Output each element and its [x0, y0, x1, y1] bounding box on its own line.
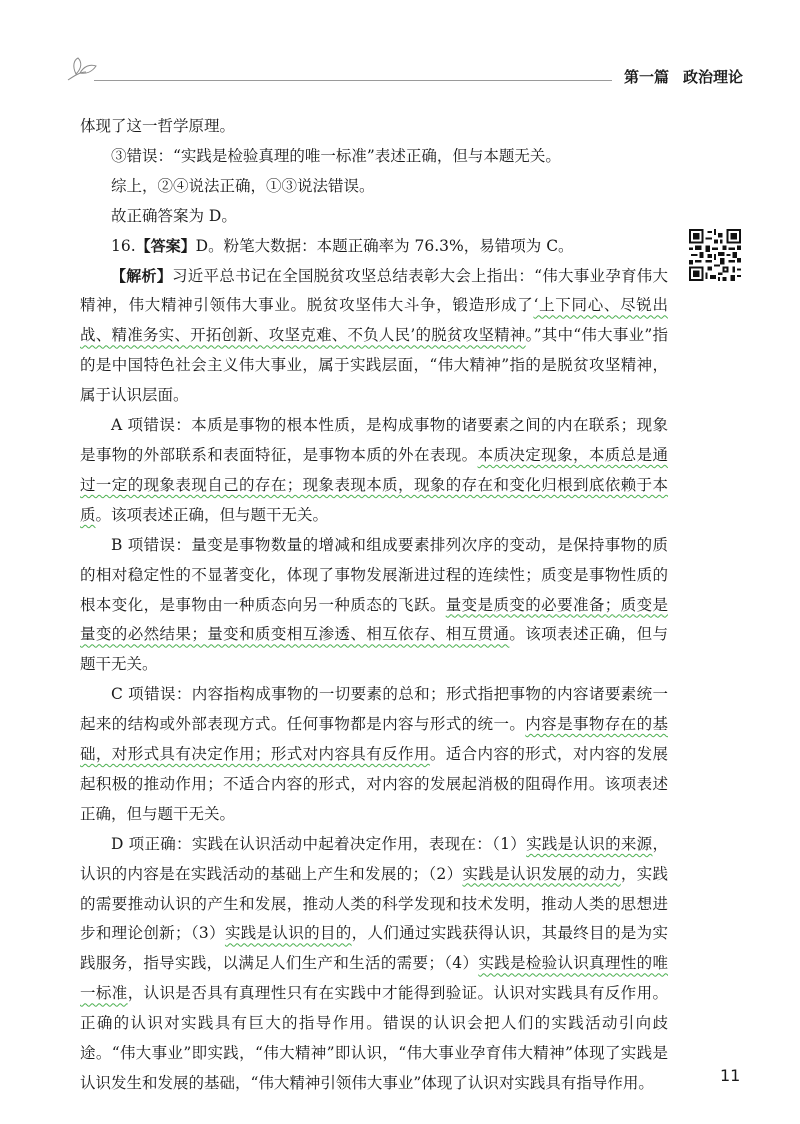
option-d-key-point: 实践是认识的目的 [224, 924, 352, 943]
answer-line [80, 232, 668, 262]
option-d-text: ，实践的需要推动认识的产生和发展，推动人类的科学发现和技术发明，推动人类的思想进步和理论创新；（3） [80, 864, 668, 943]
option-a-key-point: 本质决定现象，本质总是通过一定的现象表现自己的存在；现象表现本质，现象的存在和变化归根到底依赖于本质 [80, 445, 668, 524]
analysis-text: 习近平总书记在全国脱贫攻坚总结表彰大会上指出：“伟大事业孕育伟大精神，伟大精神引领伟大事业。脱贫攻坚伟大斗争，锻造形成了 [80, 266, 668, 315]
analysis-paragraph [80, 262, 668, 412]
option-b-text: B 项错误：量变是事物数量的增减和组成要素排列次序的变动，是保持事物的质的相对稳定性的不显著变化，体现了事物发展渐进过程的连续性；质变是事物性质的根本变化，是事物由一种质态向另一种质态的飞跃。 [80, 535, 668, 614]
text-line: 体现了这一哲学原理。 [80, 117, 236, 135]
option-d-text: ，人们通过实践获得认识，其最终目的是为实践服务，指导实践，以满足人们生产和生活的需要；（4） [80, 924, 668, 973]
option-d-key-point: 实践是认识的来源 [526, 834, 653, 853]
answer-label: 【答案】 [135, 236, 196, 255]
header-rule [94, 80, 612, 81]
running-header [624, 66, 743, 87]
answer-text: D。粉笔大数据：本题正确率为 76.3%，易错项为 C。 [195, 236, 574, 255]
page-number: 11 [720, 1066, 741, 1085]
option-d-paragraph [80, 830, 668, 1099]
header-part: 第一篇 [624, 68, 670, 86]
option-d-text: D 项正确：实践在认识活动中起着决定作用，表现在：（1） [111, 834, 527, 853]
option-d-key-point: 实践是认识发展的动力 [462, 864, 621, 883]
option-a-text: 。该项表述正确，但与题干无关。 [95, 505, 329, 524]
page-body [80, 112, 668, 1099]
option-d-key-point: 实践是检验认识真理性的唯一标准 [80, 954, 668, 1003]
option-d-text: ，认识是否具有真理性只有在实践中才能得到验证。认识对实践具有反作用。正确的认识对实践具有巨大的指导作用。错误的认识会把人们的实践活动引向歧途。“伟大事业”即实践，“伟大精神”即认识，“伟大事业孕育伟大精神”体现了实践是认识发生和发展的基础，“伟大精神引领伟大事业”体现了认识对实践具有指导作用。 [80, 984, 668, 1092]
option-c-paragraph [80, 680, 668, 830]
analysis-label: 【解析】 [111, 266, 172, 285]
analysis-text: 。”其中“伟大事业”指的是中国特色社会主义伟大事业，属于实践层面，“伟大精神”指的是脱贫攻坚精神，属于认识层面。 [80, 326, 668, 405]
text-line: 故正确答案为 D。 [111, 206, 237, 225]
text-line: 综上，②④说法正确，①③说法错误。 [111, 176, 375, 195]
option-c-text: C 项错误：内容指构成事物的一切要素的总和；形式指把事物的内容诸要素统一起来的结构或外部表现方式。任何事物都是内容与形式的统一。 [80, 685, 668, 734]
qr-code-icon [689, 229, 741, 281]
question-number: 16. [111, 236, 136, 255]
option-c-text: 。适合内容的形式，对内容的发展起积极的推动作用；不适合内容的形式，对内容的发展起消极的阻碍作用。该项表述正确，但与题干无关。 [80, 745, 668, 823]
option-a-text: A 项错误：本质是事物的根本性质，是构成事物的诸要素之间的内在联系；现象是事物的外部联系和表面特征，是事物本质的外在表现。 [80, 416, 668, 464]
option-b-key-point: 量变是质变的必要准备；质变是量变的必然结果；量变和质变相互渗透、相互依存、相互贯通 [80, 595, 668, 644]
option-c-key-point: 内容是事物存在的基础，对形式具有决定作用；形式对内容具有反作用 [80, 715, 668, 764]
option-b-paragraph [80, 531, 668, 681]
option-d-text: ，认识的内容是在实践活动的基础上产生和发展的；（2） [80, 834, 668, 883]
analysis-key-point: ‘上下同心、尽锐出战、精准务实、开拓创新、攻坚克难、不负人民’的脱贫攻坚精神 [80, 296, 668, 345]
header-section: 政治理论 [683, 68, 744, 86]
option-b-text: 。该项表述正确，但与题干无关。 [80, 625, 668, 674]
option-a-paragraph [80, 411, 668, 531]
text-line: ③错误：“实践是检验真理的唯一标准”表述正确，但与本题无关。 [111, 146, 561, 165]
